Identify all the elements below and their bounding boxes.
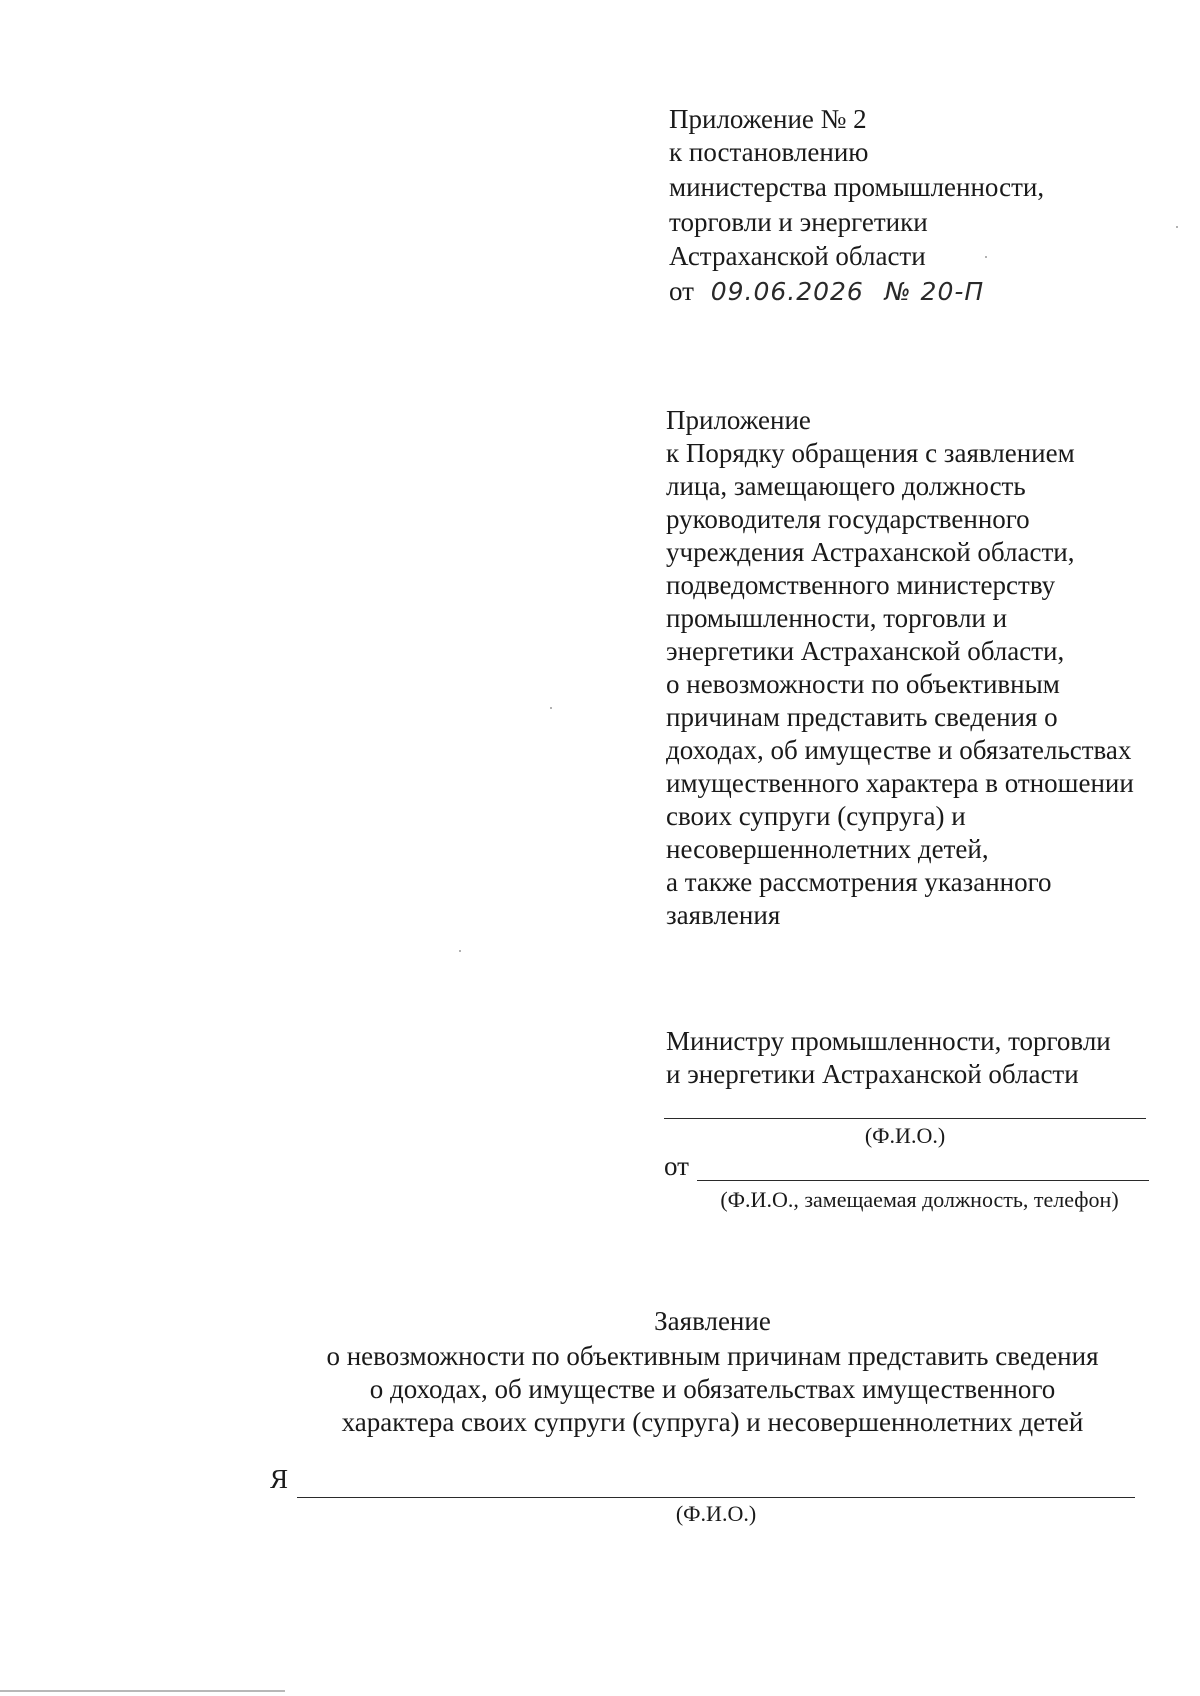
appendix-line: Приложение	[666, 405, 811, 435]
statement-subtitle-line: о невозможности по объективным причинам представить сведения	[326, 1341, 1099, 1371]
scan-speck	[985, 256, 987, 258]
appendix-2-line: министерства промышленности,	[669, 172, 1045, 202]
applicant-fio-caption: (Ф.И.О.)	[675, 1501, 757, 1526]
appendix-line: имущественного характера в отношении	[666, 768, 1134, 798]
scan-edge-mark	[0, 1690, 285, 1692]
statement-subtitle-line: характера своих супруги (супруга) и несовершеннолетних детей	[341, 1407, 1084, 1437]
statement-subtitle-line: о доходах, об имуществе и обязательствах имущественного	[369, 1374, 1056, 1404]
appendix-line: подведомственного министерству	[666, 570, 1056, 600]
appendix-2-line: торговли и энергетики	[669, 207, 928, 237]
appendix-line: промышленности, торговли и	[666, 603, 1008, 633]
appendix-line: энергетики Астраханской области,	[666, 636, 1065, 666]
applicant-details-blank	[697, 1180, 1149, 1181]
appendix-line: доходах, об имуществе и обязательствах	[666, 735, 1132, 765]
appendix-line: несовершеннолетних детей,	[666, 834, 989, 864]
minister-fio-caption: (Ф.И.О.)	[864, 1123, 946, 1148]
date-prefix: от	[669, 276, 694, 306]
appendix-line: своих супруги (супруга) и	[666, 801, 966, 831]
appendix-line: заявления	[666, 900, 781, 930]
appendix-line: руководителя государственного	[666, 504, 1030, 534]
scan-speck	[550, 707, 552, 709]
appendix-line: лица, замещающего должность	[666, 471, 1026, 501]
appendix-line: учреждения Астраханской области,	[666, 537, 1075, 567]
addressee-line: и энергетики Астраханской области	[666, 1059, 1079, 1089]
scan-speck	[1176, 226, 1178, 228]
appendix-line: а также рассмотрения указанного	[666, 867, 1052, 897]
date-line	[669, 275, 984, 308]
from-label: от	[664, 1151, 689, 1181]
applicant-details-caption: (Ф.И.О., замещаемая должность, телефон)	[720, 1187, 1119, 1212]
statement-title: Заявление	[654, 1306, 771, 1336]
appendix-2-line: Приложение № 2	[669, 104, 867, 134]
scan-speck	[459, 950, 461, 952]
appendix-2-line: к постановлению	[669, 137, 869, 167]
appendix-line: причинам представить сведения о	[666, 702, 1058, 732]
minister-fio-blank	[664, 1118, 1146, 1119]
appendix-2-line: Астраханской области	[669, 241, 926, 271]
appendix-line: к Порядку обращения с заявлением	[666, 438, 1075, 468]
i-label: Я	[270, 1464, 289, 1494]
addressee-line: Министру промышленности, торговли	[666, 1026, 1111, 1056]
applicant-fio-blank	[297, 1497, 1135, 1498]
handwritten-number: № 20-П	[884, 277, 985, 306]
appendix-line: о невозможности по объективным	[666, 669, 1060, 699]
handwritten-date: 09.06.2026	[710, 277, 864, 306]
